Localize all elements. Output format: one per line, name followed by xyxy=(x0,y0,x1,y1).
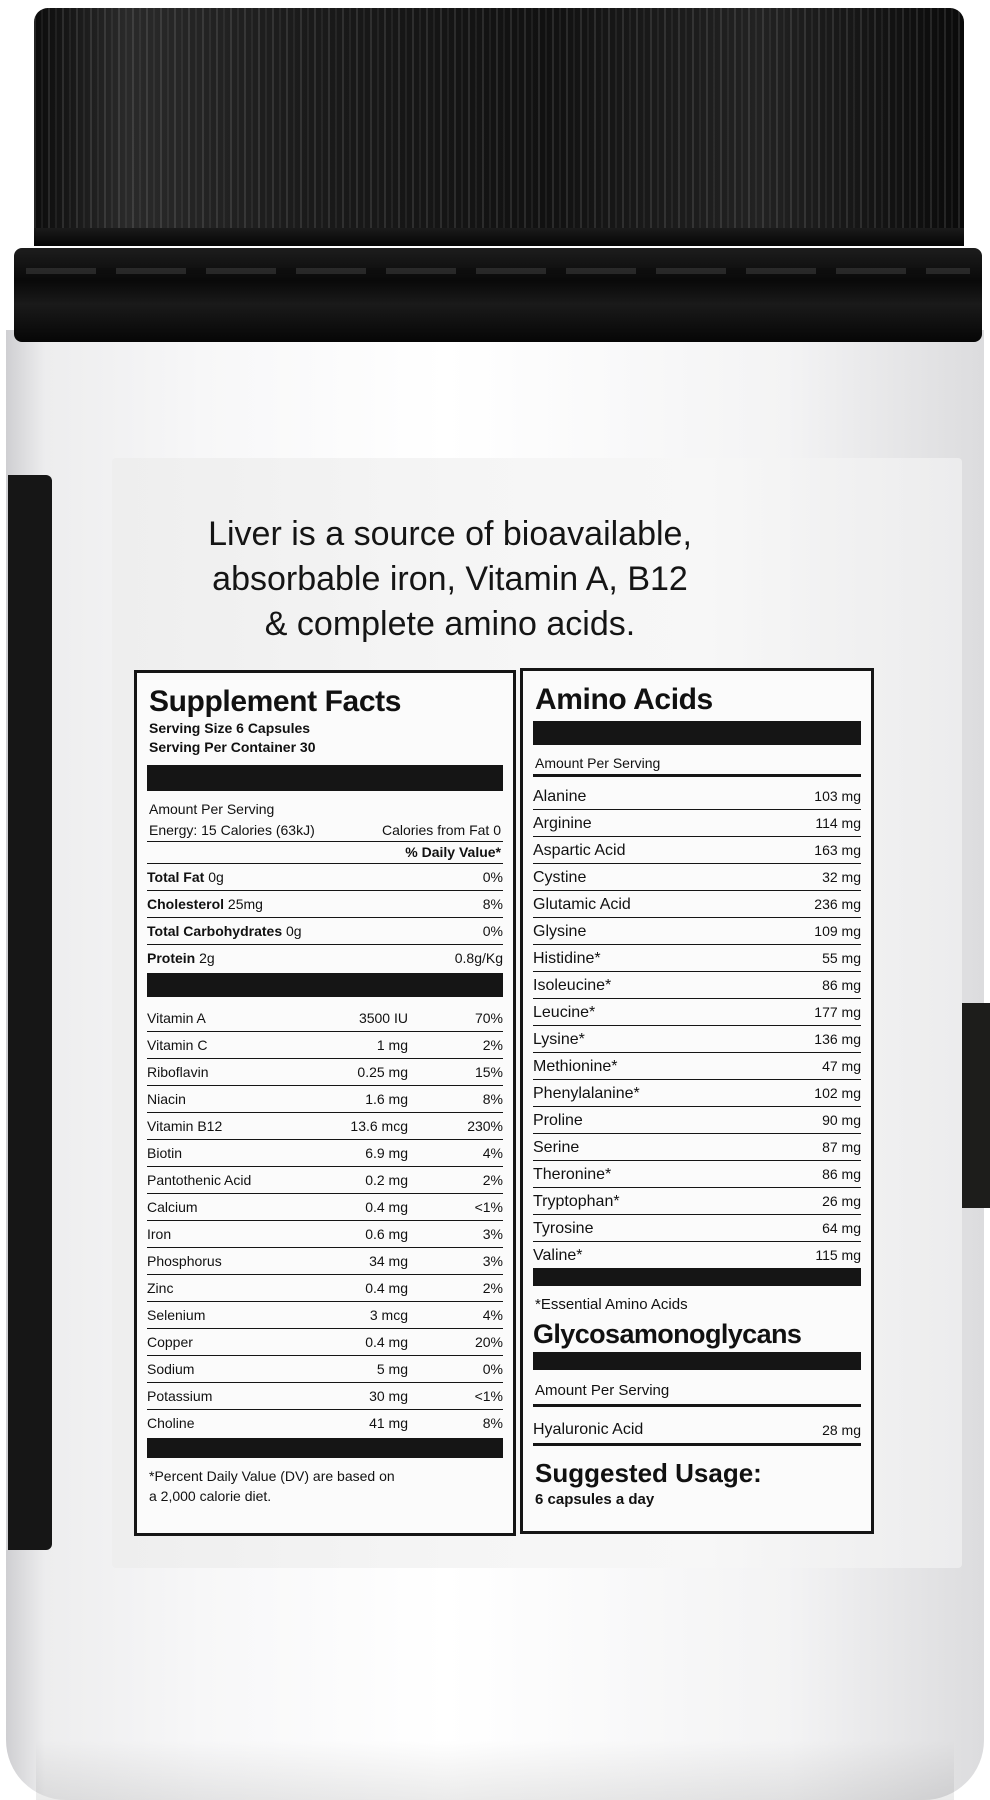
intro-text xyxy=(130,512,770,647)
serving-size: Serving Size 6 Capsules xyxy=(149,720,311,736)
supplement-facts-title: Supplement Facts xyxy=(149,685,401,718)
nutrient-row: Pantothenic Acid 0.2 mg 2% xyxy=(147,1167,503,1194)
nutrient-row: Biotin 6.9 mg 4% xyxy=(147,1140,503,1167)
amino-row: Tyrosine 64 mg xyxy=(533,1215,861,1242)
glyco-row: Hyaluronic Acid 28 mg xyxy=(533,1415,861,1446)
amino-row: Isoleucine* 86 mg xyxy=(533,972,861,999)
amino-acids-panel xyxy=(520,668,874,1534)
divider-bar xyxy=(147,1438,503,1458)
nutrient-row: Niacin 1.6 mg 8% xyxy=(147,1086,503,1113)
nutrient-row: Copper 0.4 mg 20% xyxy=(147,1329,503,1356)
supplement-facts-panel xyxy=(134,670,516,1536)
nutrient-row: Sodium 5 mg 0% xyxy=(147,1356,503,1383)
nutrient-row: Iron 0.6 mg 3% xyxy=(147,1221,503,1248)
usage-text: 6 capsules a day xyxy=(535,1491,655,1508)
amino-row: Valine* 115 mg xyxy=(533,1247,861,1264)
amino-row: Glutamic Acid 236 mg xyxy=(533,891,861,918)
amino-row: Histidine* 55 mg xyxy=(533,945,861,972)
servings-per-container: Serving Per Container 30 xyxy=(149,739,316,755)
calories-from-fat: Calories from Fat 0 xyxy=(381,822,501,838)
macros-list xyxy=(137,864,513,971)
amino-row: Leucine* 177 mg xyxy=(533,999,861,1026)
nutrient-row: Choline 41 mg 8% xyxy=(147,1415,503,1431)
nutrient-row: Calcium 0.4 mg <1% xyxy=(147,1194,503,1221)
essential-amino-note: *Essential Amino Acids xyxy=(535,1296,688,1313)
nutrient-row: Phosphorus 34 mg 3% xyxy=(147,1248,503,1275)
nutrient-row: Zinc 0.4 mg 2% xyxy=(147,1275,503,1302)
nutrient-row: Riboflavin 0.25 mg 15% xyxy=(147,1059,503,1086)
usage-title: Suggested Usage: xyxy=(535,1458,762,1488)
divider-bar xyxy=(533,1268,861,1286)
amino-row: Theronine* 86 mg xyxy=(533,1161,861,1188)
nutrient-row: Potassium 30 mg <1% xyxy=(147,1383,503,1410)
amino-acids-title: Amino Acids xyxy=(535,683,713,716)
intro-line-1: Liver is a source of bioavailable, xyxy=(208,515,692,553)
amino-row: Proline 90 mg xyxy=(533,1107,861,1134)
amino-row: Methionine* 47 mg xyxy=(533,1053,861,1080)
amount-per-serving: Amount Per Serving xyxy=(149,801,275,817)
glyco-amount-per-serving: Amount Per Serving xyxy=(533,1378,861,1407)
macro-row: Protein 2g 0.8g/Kg xyxy=(147,950,503,966)
amino-row: Cystine 32 mg xyxy=(533,864,861,891)
amino-amount-per-serving: Amount Per Serving xyxy=(533,753,861,777)
nutrient-row: Vitamin C 1 mg 2% xyxy=(147,1032,503,1059)
amino-row: Serine 87 mg xyxy=(533,1134,861,1161)
amino-row: Aspartic Acid 163 mg xyxy=(533,837,861,864)
macro-row: Total Carbohydrates 0g 0% xyxy=(147,918,503,945)
intro-line-2: absorbable iron, Vitamin A, B12 xyxy=(212,560,688,598)
amino-row: Arginine 114 mg xyxy=(533,810,861,837)
divider-bar xyxy=(533,721,861,745)
amino-row: Alanine 103 mg xyxy=(533,783,861,810)
daily-value-header: % Daily Value* xyxy=(147,842,503,864)
macro-row: Total Fat 0g 0% xyxy=(147,864,503,891)
nutrient-row: Selenium 3 mcg 4% xyxy=(147,1302,503,1329)
cap-ring xyxy=(14,248,982,342)
glycosamonoglycans-title: Glycosamonoglycans xyxy=(533,1319,802,1349)
intro-line-3: & complete amino acids. xyxy=(264,605,636,643)
energy-row xyxy=(149,820,501,841)
jar-cap xyxy=(6,0,988,345)
divider-bar xyxy=(533,1352,861,1370)
amino-acids-list xyxy=(523,783,871,1268)
amino-row: Tryptophan* 26 mg xyxy=(533,1188,861,1215)
nutrients-list xyxy=(137,1005,513,1436)
label-edge-left xyxy=(8,475,52,1550)
jar-shadow xyxy=(36,1740,954,1800)
cap-ridges xyxy=(34,8,964,246)
divider-bar xyxy=(147,973,503,997)
divider-bar xyxy=(147,765,503,791)
macro-row: Cholesterol 25mg 8% xyxy=(147,891,503,918)
nutrient-row: Vitamin B12 13.6 mcg 230% xyxy=(147,1113,503,1140)
amino-row: Phenylalanine* 102 mg xyxy=(533,1080,861,1107)
amino-row: Lysine* 136 mg xyxy=(533,1026,861,1053)
amino-row: Glysine 109 mg xyxy=(533,918,861,945)
energy-text: Energy: 15 Calories (63kJ) xyxy=(149,822,315,838)
daily-value-footnote: *Percent Daily Value (DV) are based on a 2,000 calorie diet. xyxy=(149,1468,395,1504)
nutrient-row: Vitamin A 3500 IU 70% xyxy=(147,1005,503,1032)
